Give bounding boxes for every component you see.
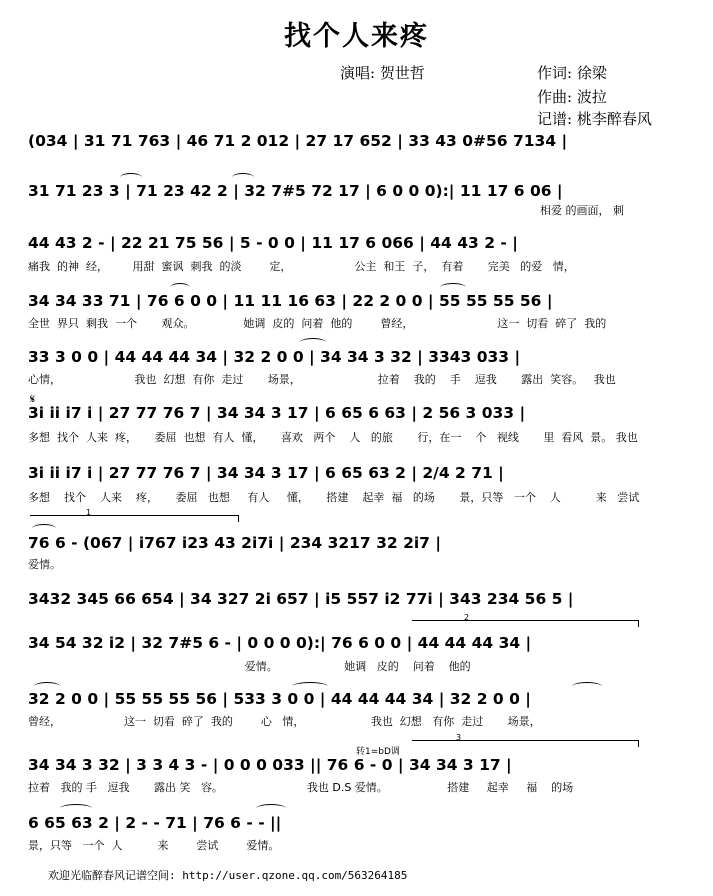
lyrics-row: 爱情。: [28, 558, 61, 571]
notation-row: 76 6 - (067 | i767 i23 43 2i7i | 234 3217 32 2i7 |: [28, 534, 442, 552]
lyrics-row: 相爱 的画面， 刺: [540, 204, 624, 217]
notation-row: 3432 345 66 654 | 34 327 2i 657 | i5 557 i2 77i | 343 234 56 5 |: [28, 590, 574, 608]
notation-row: (034 | 31 71 763 | 46 71 2 012 | 27 17 652 | 33 43 0#56 7134 |: [28, 132, 568, 150]
volta-number: 3: [456, 733, 462, 742]
notation-row: 3i ii i7 i | 27 77 76 7 | 34 34 3 17 | 6 65 6 63 | 2 56 3 033 |: [28, 404, 526, 422]
notation-row: 44 43 2 - | 22 21 75 56 | 5 - 0 0 | 11 17 6 066 | 44 43 2 - |: [28, 234, 518, 252]
lyrics-row: 拉着 我的 手 逗我 露出 笑 容。 我也 D.S 爱情。 搭建 起幸 福 的场: [28, 781, 574, 794]
footer-credit: 欢迎光临醉春风记谱空间: http://user.qzone.qq.com/563264185: [48, 869, 408, 882]
notation-row: 33 3 0 0 | 44 44 44 34 | 32 2 0 0 | 34 34 3 32 | 3343 033 |: [28, 348, 521, 366]
segno-sign: 𝄋: [30, 392, 36, 406]
lyricist-credit: 作词: 徐梁: [537, 64, 607, 82]
notation-row: 32 2 0 0 | 55 55 55 56 | 533 3 0 0 | 44 44 44 34 | 32 2 0 0 |: [28, 690, 531, 708]
song-title: 找个人来疼: [284, 21, 429, 52]
notation-row: 34 34 33 71 | 76 6 0 0 | 11 11 16 63 | 22 2 0 0 | 55 55 55 56 |: [28, 292, 553, 310]
lyrics-row: 多想 找个 人来 疼， 委屈 也想 有人 懂， 喜欢 两个 人 的旅 行，在一 个 视线 里 看风 景。 我也: [28, 431, 638, 444]
volta-bracket-2: [412, 620, 639, 627]
volta-bracket-3: [412, 740, 639, 747]
lyrics-row: 景，只等 一个 人 来 尝试 爱情。: [28, 839, 280, 852]
lyrics-row: 全世 界只 剩我 一个 观众。 她调 皮的 问着 他的 曾经， 这一 切看 碎了 我的: [28, 317, 607, 330]
key-change-mark: 转1=bD调: [356, 747, 400, 757]
lyrics-row: 心情， 我也 幻想 有你 走过 场景， 拉着 我的 手 逗我 露出 笑容。 我也: [28, 373, 616, 386]
volta-number: 2: [464, 613, 470, 622]
lyrics-row: 多想 找个 人来 疼， 委屈 也想 有人 懂， 搭建 起幸 福 的场 景，只等 一个 人 来 尝试: [28, 491, 640, 504]
lyrics-row: 曾经， 这一 切看 碎了 我的 心 情， 我也 幻想 有你 走过 场景，: [28, 715, 541, 728]
notation-row: 31 71 23 3 | 71 23 42 2 | 32 7#5 72 17 | 6 0 0 0):| 11 17 6 06 |: [28, 182, 563, 200]
notation-row: 6 65 63 2 | 2 - - 71 | 76 6 - - ||: [28, 814, 282, 832]
volta-number: 1: [86, 508, 92, 517]
transcriber-credit: 记谱: 桃李醉春风: [537, 110, 652, 128]
volta-bracket-1: [30, 515, 239, 522]
notation-row: 34 34 3 32 | 3 3 4 3 - | 0 0 0 033 || 76 6 - 0 | 34 34 3 17 |: [28, 756, 512, 774]
notation-row: 34 54 32 i2 | 32 7#5 6 - | 0 0 0 0):| 76 6 0 0 | 44 44 44 34 |: [28, 634, 532, 652]
composer-credit: 作曲: 波拉: [537, 88, 607, 106]
lyrics-row: 爱情。 她调 皮的 问着 他的: [28, 660, 471, 673]
notation-row: 3i ii i7 i | 27 77 76 7 | 34 34 3 17 | 6 65 63 2 | 2/4 2 71 |: [28, 464, 504, 482]
singer-credit: 演唱: 贺世哲: [340, 64, 425, 82]
lyrics-row: 痛我 的神 经， 用甜 蜜讽 刺我 的淡 定， 公主 和王 子， 有着 完美 的爱 情，: [28, 260, 575, 273]
